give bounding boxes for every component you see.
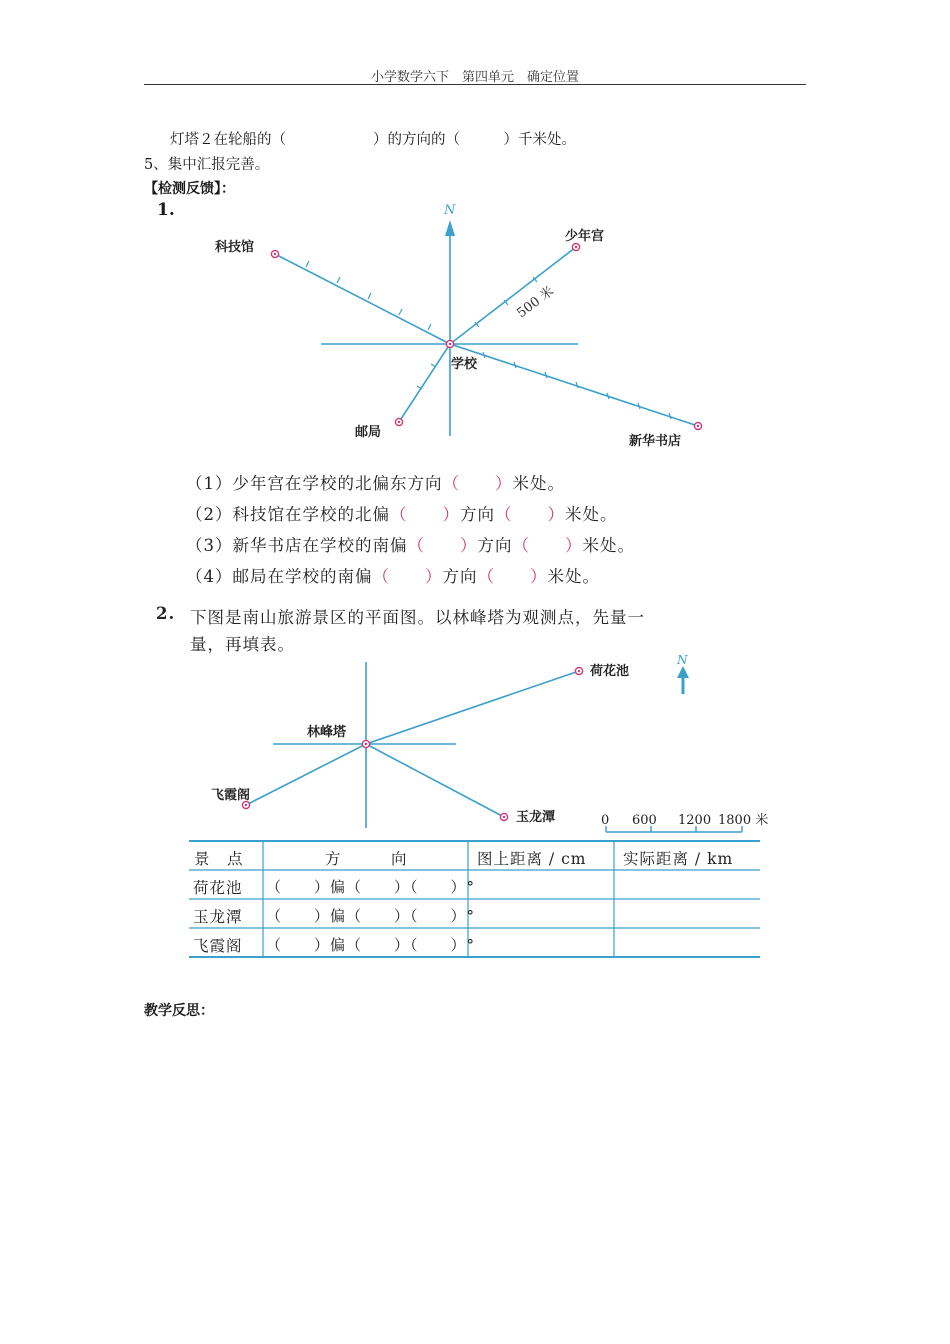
q2-label-dragon: 玉龙潭 xyxy=(516,810,556,825)
q1-north-arrow-icon xyxy=(445,220,455,236)
q1-question-1: （1）少年宫在学校的北偏东方向（ ）米处。 xyxy=(186,474,565,493)
q1-question-4: （4）邮局在学校的南偏（ ）方向（ ）米处。 xyxy=(186,567,600,586)
table-row-name: 玉龙潭 xyxy=(193,908,243,926)
q2-ray-dragon xyxy=(366,744,504,817)
answer-blank[interactable]: （ ） xyxy=(512,536,583,555)
table-direction-blank[interactable]: （ ）偏（ ）（ ）° xyxy=(266,878,476,896)
q1-question-2: （2）科技馆在学校的北偏（ ）方向（ ）米处。 xyxy=(186,505,618,524)
q1-label-youth: 少年宫 xyxy=(565,229,605,244)
q2-label-lotus: 荷花池 xyxy=(590,664,630,679)
answer-blank[interactable]: （ ） xyxy=(477,567,548,586)
reflection-label: 教学反思： xyxy=(144,1003,214,1019)
q2-label-pavilion: 飞霞阁 xyxy=(211,788,251,803)
table-row-name: 飞霞阁 xyxy=(193,937,243,955)
q1-ray-book xyxy=(450,344,698,426)
q2-map-diagram xyxy=(0,650,950,840)
q2-number: 2. xyxy=(156,604,176,623)
answer-blank[interactable]: （ ） xyxy=(372,567,443,586)
q1-label-tech: 科技馆 xyxy=(215,240,255,255)
lighthouse-line: 灯塔２在轮船的（ ）的方向的（ ）千米处。 xyxy=(170,132,576,148)
q2-label-center: 林峰塔 xyxy=(307,725,347,740)
step5-line: 5、集中汇报完善。 xyxy=(144,157,270,173)
q1-map-diagram xyxy=(0,0,950,470)
q1-distance-label: 500 米 xyxy=(514,283,557,322)
q1-ray-youth xyxy=(450,247,576,344)
table-row-name: 荷花池 xyxy=(193,879,243,897)
q2-text-line2: 量，再填表。 xyxy=(190,635,295,654)
answer-blank[interactable]: （ ） xyxy=(407,536,478,555)
q2-ray-lotus xyxy=(366,671,579,744)
q1-label-book: 新华书店 xyxy=(629,434,682,449)
q2-north-label: N xyxy=(677,653,688,667)
q2-scale-label-0: 0 xyxy=(601,813,610,828)
q2-north-arrow-icon xyxy=(677,666,689,678)
answer-blank[interactable]: （ ） xyxy=(442,474,513,493)
q2-ray-pavilion xyxy=(246,744,366,805)
q1-label-school: 学校 xyxy=(451,357,478,372)
answer-blank[interactable]: （ ） xyxy=(495,505,565,524)
q2-scale-label-1200: 1200 xyxy=(678,813,712,828)
q2-scale-label-600: 600 xyxy=(632,813,657,828)
answer-blank[interactable]: （ ） xyxy=(390,505,460,524)
q2-text-line1: 下图是南山旅游景区的平面图。以林峰塔为观测点，先量一 xyxy=(190,608,645,627)
table-direction-blank[interactable]: （ ）偏（ ）（ ）° xyxy=(266,907,476,925)
q2-scale-label-1800: 1800 米 xyxy=(718,813,769,828)
q1-ray-post xyxy=(399,344,450,422)
q1-question-3: （3）新华书店在学校的南偏（ ）方向（ ）米处。 xyxy=(186,536,635,555)
table-header-direction: 方 向 xyxy=(325,850,408,868)
q1-north-label: N xyxy=(444,203,456,218)
table-header-real-distance: 实际距离 / km xyxy=(623,850,734,868)
page-header: 小学数学六下 第四单元 确定位置 xyxy=(370,70,579,85)
table-direction-blank[interactable]: （ ）偏（ ）（ ）° xyxy=(266,936,476,954)
section-title: 【检测反馈】： xyxy=(144,181,235,197)
q1-label-post: 邮局 xyxy=(355,425,382,440)
table-header-place: 景 点 xyxy=(194,850,244,868)
q1-number: 1. xyxy=(157,200,175,220)
table-header-map-distance: 图上距离 / cm xyxy=(477,850,587,868)
q1-ray-tech xyxy=(275,254,450,344)
